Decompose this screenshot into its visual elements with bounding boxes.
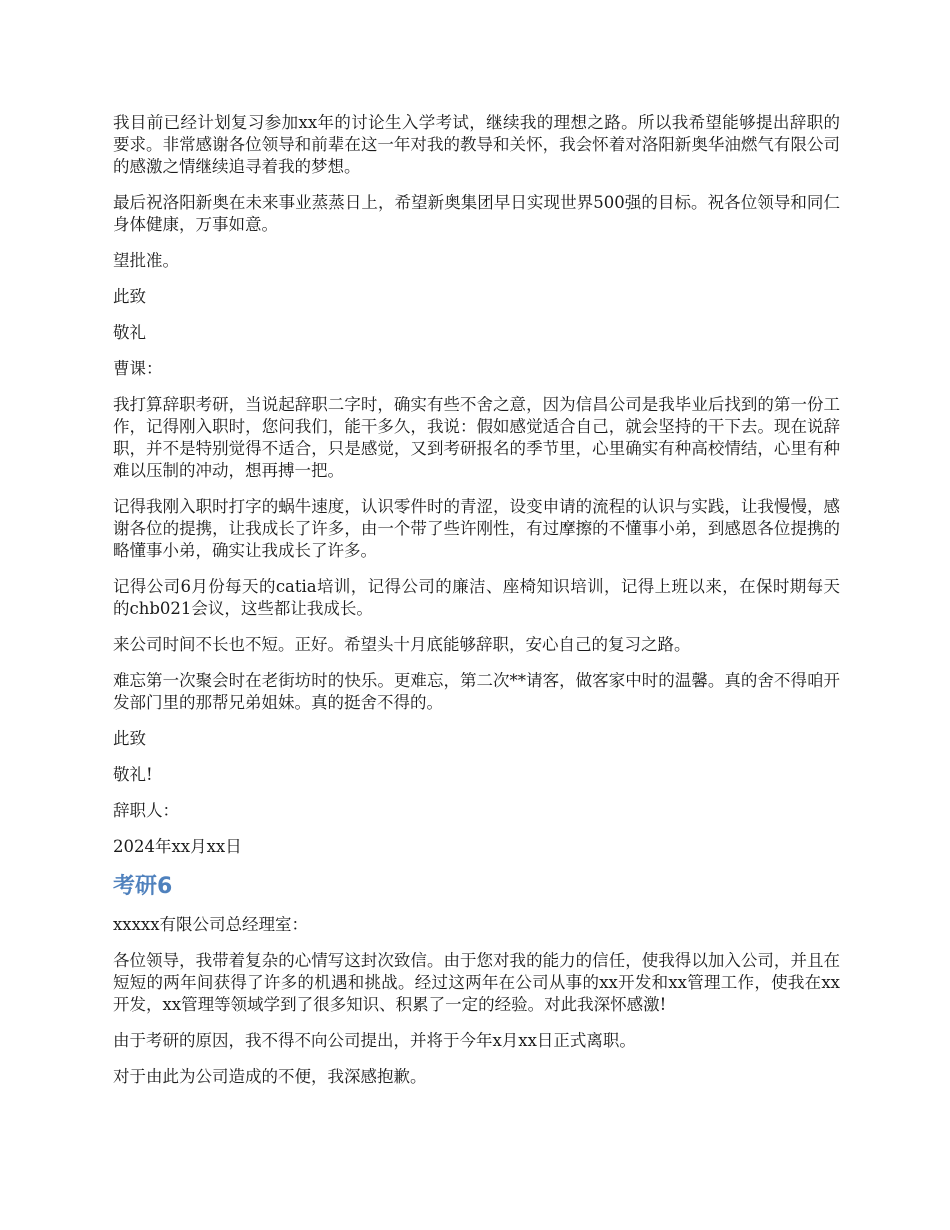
paragraph: 敬礼! xyxy=(113,765,153,784)
paragraph: 敬礼 xyxy=(113,323,146,342)
paragraph: 来公司时间不长也不短。正好。希望头十月底能够辞职，安心自己的复习之路。 xyxy=(113,635,691,654)
paragraph: 各位领导，我带着复杂的心情写这封次致信。由于您对我的能力的信任，使我得以加入公司，并且在短短的两年间获得了许多的机遇和挑战。经过这两年在公司从事的xx开发和xx管理工作，使我在xx开发，xx管理等领域学到了很多知识、积累了一定的经验。对此我深怀感激! xyxy=(113,951,840,1014)
paragraph: 曹课： xyxy=(113,359,163,378)
paragraph: 最后祝洛阳新奥在未来事业蒸蒸日上，希望新奥集团早日实现世界500强的目标。祝各位领导和同仁身体健康，万事如意。 xyxy=(113,193,840,234)
section-heading: 考研6 xyxy=(113,874,173,899)
paragraph: xxxxx有限公司总经理室： xyxy=(113,915,309,934)
paragraph: 我打算辞职考研，当说起辞职二字时，确实有些不舍之意，因为信昌公司是我毕业后找到的第一份工作，记得刚入职时，您问我们，能干多久，我说：假如感觉适合自己，就会坚持的干下去。现在说辞职，并不是特别觉得不适合，只是感觉，又到考研报名的季节里，心里确实有种高校情结，心里有种难以压制的冲动，想再搏一把。 xyxy=(113,395,840,480)
paragraph: 辞职人： xyxy=(113,801,179,820)
paragraph: 难忘第一次聚会时在老街坊时的快乐。更难忘，第二次**请客，做客家中时的温馨。真的舍不得咱开发部门里的那帮兄弟姐妹。真的挺舍不得的。 xyxy=(113,671,840,712)
paragraph: 2024年xx月xx日 xyxy=(113,837,242,856)
paragraph: 望批准。 xyxy=(113,251,179,270)
paragraph: 记得公司6月份每天的catia培训，记得公司的廉洁、座椅知识培训，记得上班以来，在保时期每天的chb021会议，这些都让我成长。 xyxy=(113,577,840,618)
paragraph: 我目前已经计划复习参加xx年的讨论生入学考试，继续我的理想之路。所以我希望能够提出辞职的要求。非常感谢各位领导和前辈在这一年对我的教导和关怀，我会怀着对洛阳新奥华油燃气有限公司的感激之情继续追寻着我的梦想。 xyxy=(113,113,840,176)
paragraph: 此致 xyxy=(113,287,146,306)
document-body xyxy=(113,112,840,1102)
paragraph: 由于考研的原因，我不得不向公司提出，并将于今年x月xx日正式离职。 xyxy=(113,1031,636,1050)
paragraph: 此致 xyxy=(113,729,146,748)
paragraph: 记得我刚入职时打字的蜗牛速度，认识零件时的青涩，设变申请的流程的认识与实践，让我慢慢，感谢各位的提携，让我成长了许多，由一个带了些许刚性，有过摩擦的不懂事小弟，到感恩各位提携的略懂事小弟，确实让我成长了许多。 xyxy=(113,497,840,560)
paragraph: 对于由此为公司造成的不便，我深感抱歉。 xyxy=(113,1067,427,1086)
